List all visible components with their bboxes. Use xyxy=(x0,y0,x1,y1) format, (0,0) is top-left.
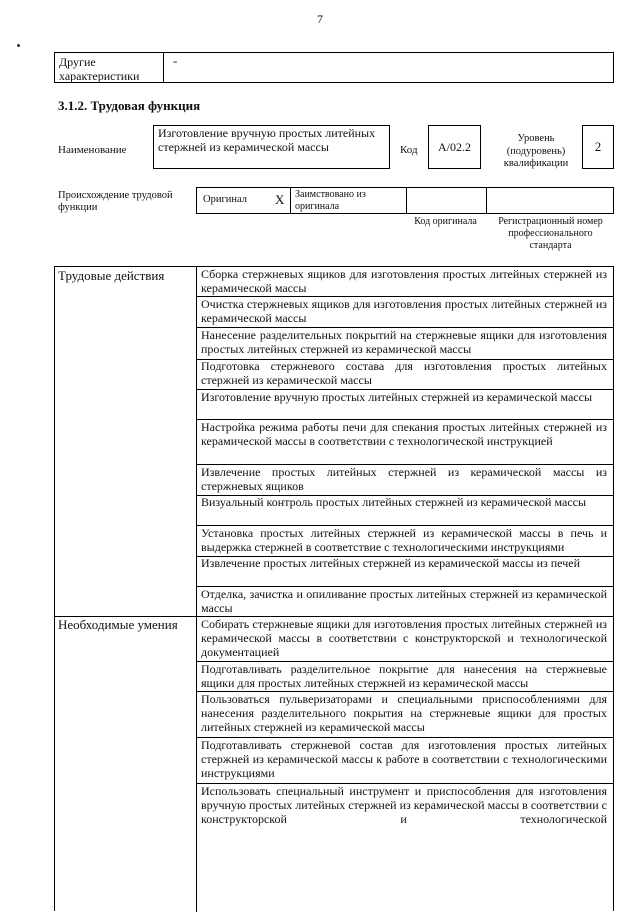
code-box xyxy=(428,125,481,169)
labor-action-row: Визуальный контроль простых литейных стержней из керамической массы xyxy=(201,495,587,509)
level-label: Уровень (подуровень) квалификации xyxy=(503,133,569,169)
required-skills-label: Необходимые умения xyxy=(58,617,178,632)
main-table-divider xyxy=(196,267,197,912)
other-characteristics-divider xyxy=(163,53,164,82)
section-heading: 3.1.2. Трудовая функция xyxy=(58,98,201,113)
name-label: Наименование xyxy=(58,144,127,156)
code-value: A/02.2 xyxy=(438,139,471,154)
scan-mark xyxy=(17,44,20,47)
labor-action-row: Установка простых литейных стержней из керамической массы в печь и выдержка стержней в соответствие с технологическими инструкциями xyxy=(201,526,607,554)
labor-action-row: Извлечение простых литейных стержней из керамической массы из печей xyxy=(201,556,580,570)
other-characteristics-table xyxy=(54,52,614,83)
original-mark: X xyxy=(275,192,285,207)
other-characteristics-label: Другие характеристики xyxy=(59,55,140,83)
origin-table xyxy=(196,187,614,214)
origin-divider-3 xyxy=(486,188,487,213)
skill-row: Подготавливать стержневой состав для изготовления простых литейных стержней из керамической массы к работе в соответствии с технологическими инструкциями xyxy=(201,738,607,780)
original-label: Оригинал xyxy=(203,194,247,205)
labor-actions-label: Трудовые действия xyxy=(58,268,165,283)
borrowed-label: Заимствовано из оригинала xyxy=(295,189,366,212)
page-number: 7 xyxy=(317,12,323,26)
origin-divider-1 xyxy=(290,188,291,213)
level-box xyxy=(582,125,614,169)
skill-row: Собирать стержневые ящики для изготовления простых литейных стержней из керамической массы в соответствии с конструкторской и технологической документацией xyxy=(201,617,607,659)
code-label: Код xyxy=(400,144,418,156)
level-value: 2 xyxy=(594,139,602,154)
origin-divider-2 xyxy=(406,188,407,213)
labor-action-row: Подготовка стержневого состава для изготовления простых литейных стержней из керамической массы xyxy=(201,359,607,387)
main-table xyxy=(54,266,614,911)
skill-row: Пользоваться пульверизаторами и специальными приспособлениями для нанесения разделительного покрытия на стержневые ящики для простых литейных стержней из керамической массы xyxy=(201,692,607,734)
function-name-value: Изготовление вручную простых литейных стержней из керамической массы xyxy=(158,126,376,154)
reg-number-caption: Регистрационный номер профессионального стандарта xyxy=(498,216,603,251)
labor-action-row: Нанесение разделительных покрытий на стержневые ящики для изготовления простых литейных стержней из керамической массы xyxy=(201,328,607,356)
origin-label: Происхождение трудовой функции xyxy=(58,190,173,213)
function-name-box xyxy=(153,125,390,169)
labor-action-row: Отделка, зачистка и опиливание простых литейных стержней из керамической массы xyxy=(201,587,607,615)
labor-action-row: Очистка стержневых ящиков для изготовления простых литейных стержней из керамической массы xyxy=(201,297,607,325)
skill-row: Использовать специальный инструмент и приспособления для изготовления вручную простых литейных стержней из керамической массы в соответствии с конструкторской и технологической xyxy=(201,784,607,826)
labor-action-row: Сборка стержневых ящиков для изготовления простых литейных стержней из керамической массы xyxy=(201,267,607,295)
labor-action-row: Настройка режима работы печи для спекания простых литейных стержней из керамической массы в соответствии с технологической инструкцией xyxy=(201,420,607,448)
labor-action-row: Извлечение простых литейных стержней из керамической массы из стержневых ящиков xyxy=(201,465,607,493)
other-characteristics-value: - xyxy=(173,53,178,68)
labor-action-row: Изготовление вручную простых литейных стержней из керамической массы xyxy=(201,390,593,404)
skill-row: Подготавливать разделительное покрытие для нанесения на стержневые ящики для простых литейных стержней из керамической массы xyxy=(201,662,607,690)
code-original-caption: Код оригинала xyxy=(414,216,477,227)
